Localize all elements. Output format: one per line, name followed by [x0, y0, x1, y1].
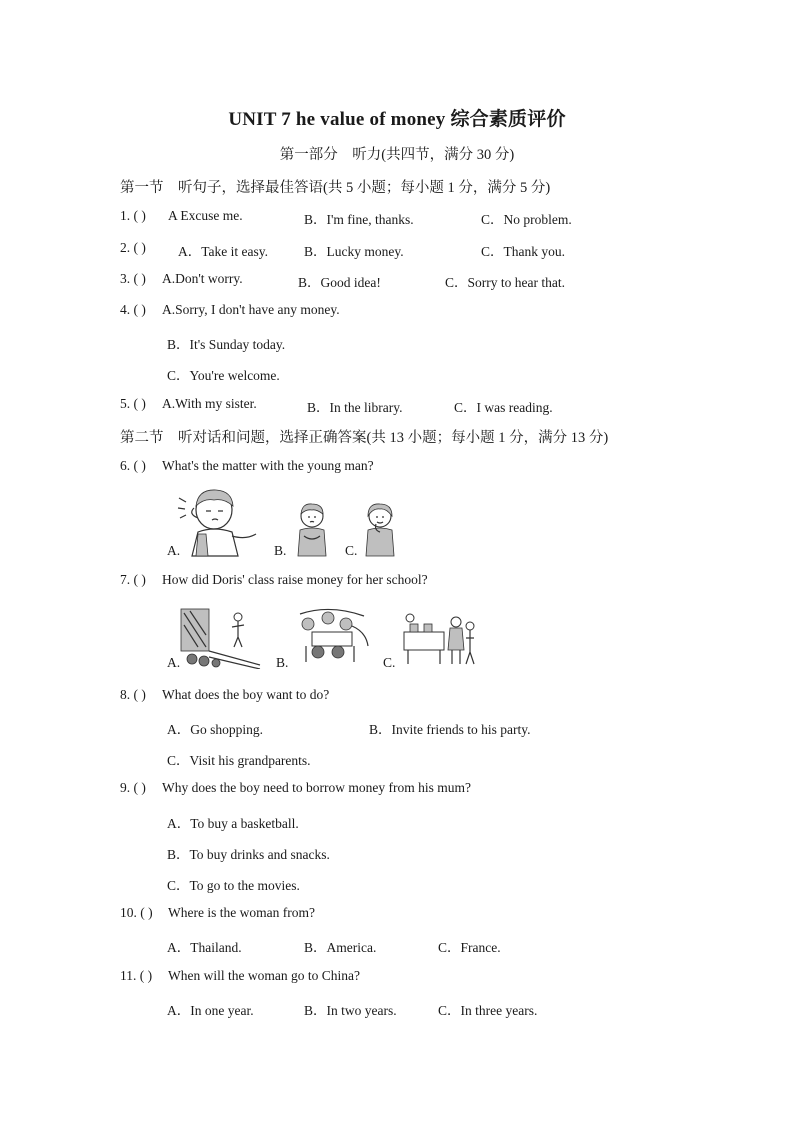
- picture-label-c: C.: [345, 543, 358, 558]
- option-a: A.Sorry, I don't have any money.: [162, 302, 340, 317]
- stomachache-person-illustration: [290, 502, 334, 558]
- option-b: B．To buy drinks and snacks.: [167, 847, 330, 862]
- question-stem: Why does the boy need to borrow money from his mum?: [162, 780, 471, 795]
- stage-show-illustration: [180, 607, 262, 669]
- question-number: 2. ( ): [120, 240, 146, 255]
- group-meeting-illustration: [294, 606, 372, 664]
- part-heading: 第一部分 听力(共四节，满分 30 分): [279, 147, 515, 163]
- option-a: A．Thailand.: [167, 940, 242, 955]
- page-title: UNIT 7 he value of money 综合素质评价: [228, 109, 566, 130]
- question-number: 1. ( ): [120, 208, 146, 223]
- question-stem: What's the matter with the young man?: [162, 458, 374, 473]
- option-a: A.Don't worry.: [162, 271, 243, 286]
- option-a: A Excuse me.: [168, 208, 243, 223]
- picture-label-b: B.: [276, 655, 289, 670]
- question-number: 8. ( ): [120, 687, 146, 702]
- option-b: B．America.: [304, 940, 377, 955]
- option-b: B．Good idea!: [298, 275, 381, 290]
- question-stem: How did Doris' class raise money for her school?: [162, 572, 428, 587]
- option-b: B．In two years.: [304, 1003, 397, 1018]
- option-c: C．Visit his grandparents.: [167, 753, 311, 768]
- option-a: A．To buy a basketball.: [167, 816, 299, 831]
- question-number: 7. ( ): [120, 572, 146, 587]
- picture-label-c: C.: [383, 655, 396, 670]
- option-a: A．Go shopping.: [167, 722, 264, 737]
- option-c: C．Sorry to hear that.: [445, 275, 565, 290]
- question-number: 6. ( ): [120, 458, 146, 473]
- question-number: 10. ( ): [120, 905, 153, 920]
- question-stem: What does the boy want to do?: [162, 687, 330, 702]
- question-number: 3. ( ): [120, 271, 146, 286]
- section-heading-1: 第一节 听句子，选择最佳答语(共 5 小题；每小题 1 分，满分 5 分): [120, 180, 551, 196]
- picture-label-b: B.: [274, 543, 287, 558]
- question-number: 5. ( ): [120, 396, 146, 411]
- question-stem: When will the woman go to China?: [168, 968, 360, 983]
- option-c: C．I was reading.: [454, 400, 553, 415]
- option-b: B．Invite friends to his party.: [369, 722, 531, 737]
- option-a: A.With my sister.: [162, 396, 257, 411]
- question-number: 11. ( ): [120, 968, 153, 983]
- option-c: C．You're welcome.: [167, 368, 280, 383]
- question-stem: Where is the woman from?: [168, 905, 315, 920]
- option-c: C．No problem.: [481, 212, 572, 227]
- option-c: C．To go to the movies.: [167, 878, 300, 893]
- option-b: B．It's Sunday today.: [167, 337, 286, 352]
- question-number: 4. ( ): [120, 302, 146, 317]
- picture-label-a: A.: [167, 655, 181, 670]
- section-heading-2: 第二节 听对话和问题，选择正确答案(共 13 小题；每小题 1 分，满分 13 分): [120, 430, 609, 446]
- option-b: B．I'm fine, thanks.: [304, 212, 414, 227]
- sale-stall-illustration: [398, 612, 478, 666]
- option-c: C．In three years.: [438, 1003, 538, 1018]
- picture-label-a: A.: [167, 543, 181, 558]
- option-c: C．France.: [438, 940, 501, 955]
- question-number: 9. ( ): [120, 780, 146, 795]
- headache-boy-illustration: [176, 484, 260, 558]
- option-c: C．Thank you.: [481, 244, 565, 259]
- toothache-person-illustration: [358, 502, 402, 558]
- option-a: A．In one year.: [167, 1003, 254, 1018]
- option-a: A．Take it easy.: [178, 244, 269, 259]
- option-b: B．In the library.: [307, 400, 403, 415]
- option-b: B．Lucky money.: [304, 244, 404, 259]
